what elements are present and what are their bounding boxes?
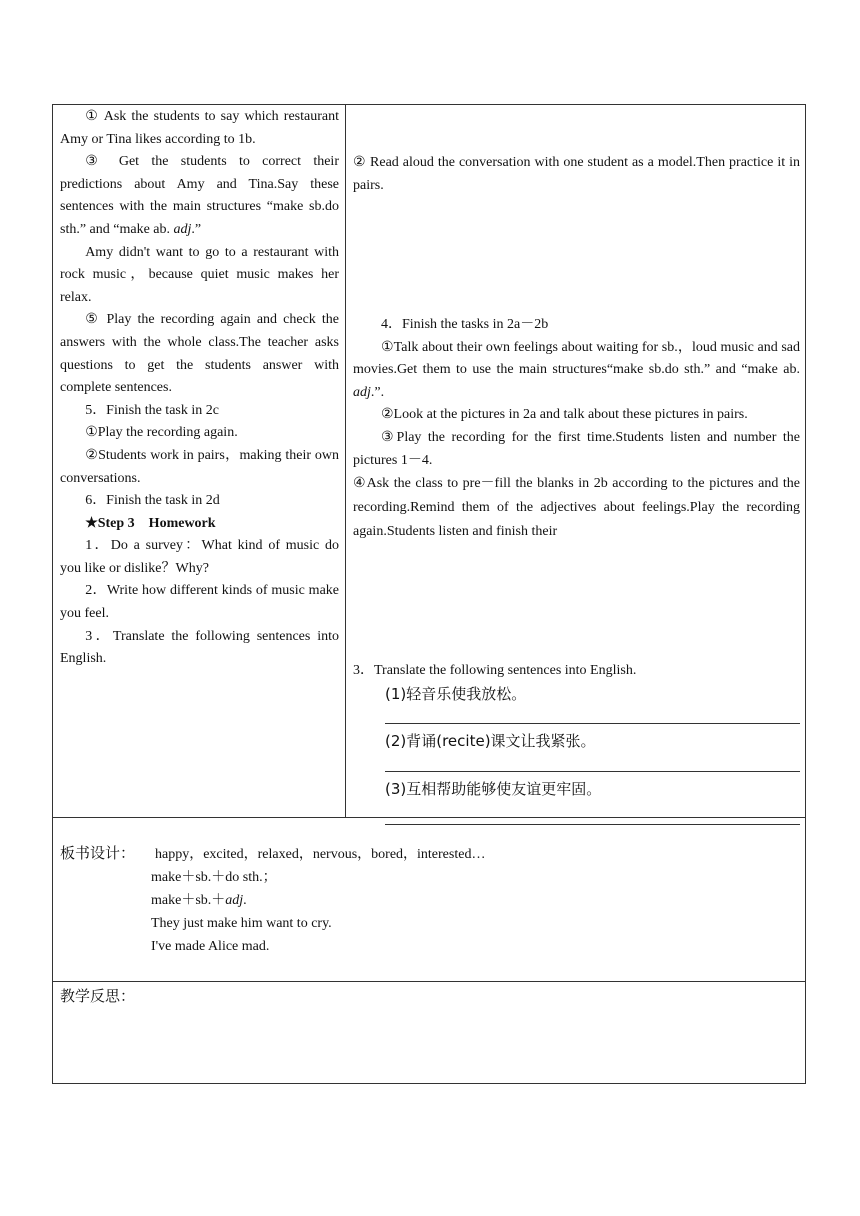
right-translation xyxy=(353,660,800,831)
right-task-1: ①Talk about their own feelings about waiting for sb.，loud music and sad movies.Get them to use the main structures“make sb.do sth.” and “make ab. adj.”. xyxy=(353,339,800,400)
left-task-2c-1: ①Play the recording again. xyxy=(85,425,238,441)
left-task-2c: 5．Finish the task in 2c xyxy=(85,402,219,418)
left-example: Amy didn't want to go to a restaurant with rock music，because quiet music makes her relax. xyxy=(60,244,339,305)
teaching-reflection xyxy=(60,985,800,1010)
translation-sentence-1: (1)轻音乐使我放松。 xyxy=(385,684,527,703)
row-divider xyxy=(53,981,805,982)
right-step-2 xyxy=(353,152,800,197)
board-line-example-2: I've made Alice mad. xyxy=(151,939,270,954)
homework-1: 1．Do a survey：What kind of music do you like or dislike？Why? xyxy=(60,538,339,576)
answer-blank-3[interactable] xyxy=(385,810,800,825)
left-step-5: ⑤ Play the recording again and check the answers with the whole class.The teacher asks questions to get the students answer with complete sentences. xyxy=(60,312,339,396)
translation-sentence-2: (2)背诵(recite)课文让我紧张。 xyxy=(385,732,596,751)
board-design-label: 板书设计： xyxy=(60,844,136,862)
step3-homework-heading: ★Step 3 Homework xyxy=(85,515,216,531)
homework-2: 2．Write how different kinds of music make you feel. xyxy=(60,583,339,622)
teaching-reflection-label: 教学反思： xyxy=(60,987,136,1005)
answer-blank-2[interactable] xyxy=(385,757,800,772)
left-step-1: ① Ask the students to say which restaurant Amy or Tina likes according to 1b. xyxy=(60,109,339,147)
lesson-table xyxy=(52,104,806,1084)
right-task-2: ②Look at the pictures in 2a and talk about these pictures in pairs. xyxy=(381,407,748,423)
right-task-4: ④Ask the class to pre－fill the blanks in 2b according to the pictures and the recording.Remind them of the adjectives about feelings.Play the recording again.Students listen and finish their xyxy=(353,476,800,540)
right-step-2-text: ② Read aloud the conversation with one student as a model.Then practice it in pairs. xyxy=(353,155,800,193)
right-task-heading: 4．Finish the tasks in 2a－2b xyxy=(381,317,549,332)
right-task-3: ③Play the recording for the first time.Students listen and number the pictures 1－4. xyxy=(353,429,800,468)
column-divider xyxy=(345,105,346,817)
left-task-2c-2: ②Students work in pairs，making their own conversations. xyxy=(60,447,339,486)
answer-blank-1[interactable] xyxy=(385,709,800,724)
homework-3: 3．Translate the following sentences into English. xyxy=(60,628,339,667)
left-column xyxy=(60,106,339,671)
board-line-feelings: happy，excited，relaxed，nervous，bored，interested… xyxy=(155,847,486,862)
left-task-2d: 6．Finish the task in 2d xyxy=(85,493,220,509)
left-step-3: ③ Get the students to correct their predictions about Amy and Tina.Say these sentences with the main structures “make sb.do sth.” and “make ab. adj.” xyxy=(60,154,339,237)
translation-heading: 3．Translate the following sentences into English. xyxy=(353,663,637,678)
board-line-structure-2: make＋sb.＋adj. xyxy=(151,893,247,908)
board-line-structure-1: make＋sb.＋do sth.； xyxy=(151,870,277,885)
board-line-example-1: They just make him want to cry. xyxy=(151,916,332,931)
board-design xyxy=(60,842,800,958)
right-tasks-2a-2b xyxy=(353,314,800,544)
translation-sentence-3: (3)互相帮助能够使友谊更牢固。 xyxy=(385,779,602,798)
